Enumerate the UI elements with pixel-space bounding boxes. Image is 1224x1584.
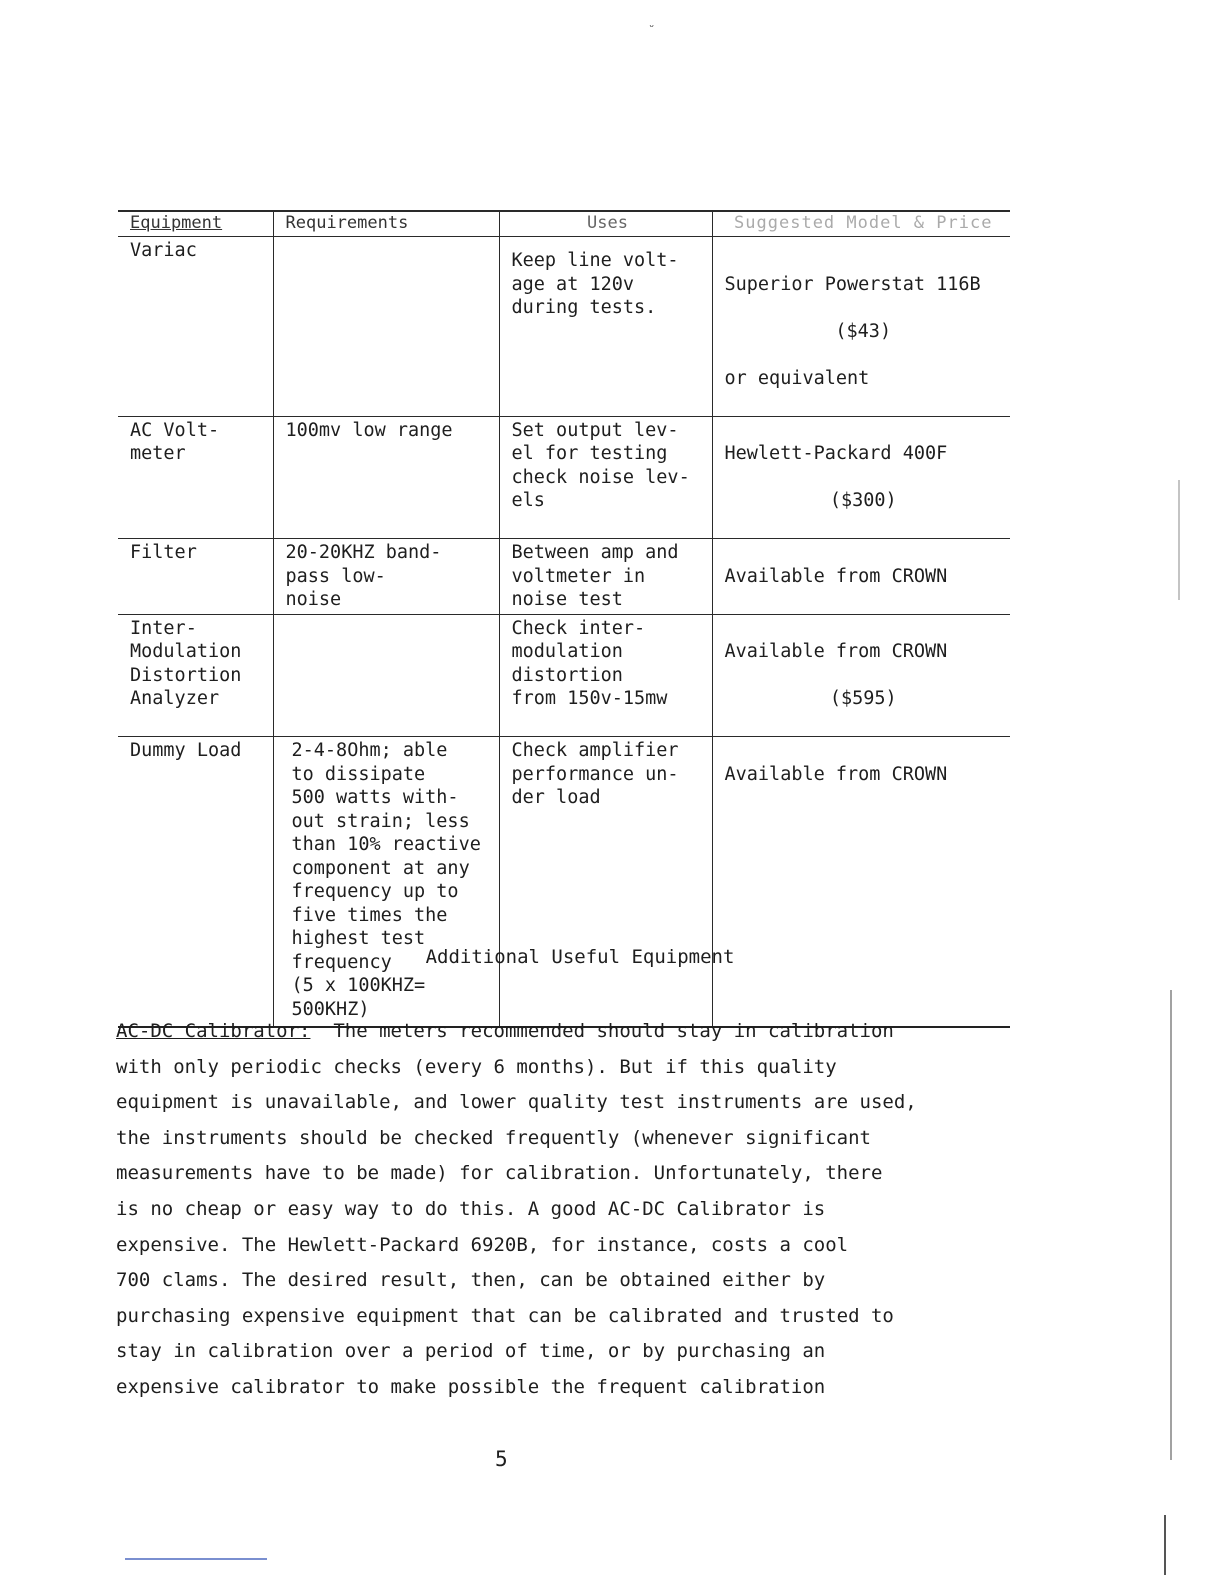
cell-equipment: AC Volt- meter [118, 416, 273, 539]
cell-model-price [712, 416, 1010, 539]
header-model-price: Suggested Model & Price [712, 211, 1010, 237]
cell-model-price [712, 737, 1010, 1027]
cell-model-price [712, 237, 1010, 417]
cell-equipment: Variac [118, 237, 273, 417]
table-header-row [118, 211, 1010, 237]
cell-equipment: Inter- Modulation Distortion Analyzer [118, 614, 273, 737]
table-row [118, 614, 1010, 737]
header-requirements: Requirements [273, 211, 499, 237]
equipment-table [118, 210, 1010, 1028]
cell-uses: Between amp and voltmeter in noise test [499, 539, 712, 615]
paragraph-line: equipment is unavailable, and lower quality test instruments are used, [116, 1091, 917, 1114]
cell-model-price [712, 614, 1010, 737]
cell-requirements [273, 237, 499, 417]
section-heading: Additional Useful Equipment [425, 946, 735, 968]
cell-requirements: 20-20KHZ band- pass low- noise [273, 539, 499, 615]
paragraph-line: the instruments should be checked frequently (whenever significant [116, 1126, 871, 1149]
table-row [118, 416, 1010, 539]
scan-edge-line [1164, 1515, 1166, 1575]
model-name: Available from CROWN [724, 763, 948, 785]
paragraph-line: is no cheap or easy way to do this. A good AC-DC Calibrator is [116, 1197, 826, 1220]
paragraph-line: with only periodic checks (every 6 months). But if this quality [116, 1055, 837, 1078]
cell-requirements: 2-4-8Ohm; able to dissipate 500 watts with- out strain; less than 10% reactive component at any frequency up to five times the highest test frequency (5 x 100KHZ= 500KHZ) [273, 737, 499, 1027]
body-paragraph [116, 1014, 976, 1406]
cell-requirements [273, 614, 499, 737]
table-row [118, 539, 1010, 615]
cell-uses: Check inter- modulation distortion from 150v-15mw [499, 614, 712, 737]
paragraph-line: stay in calibration over a period of time, or by purchasing an [116, 1340, 826, 1363]
paragraph-line: expensive calibrator to make possible the frequent calibration [116, 1375, 826, 1398]
paragraph-line: purchasing expensive equipment that can be calibrated and trusted to [116, 1304, 894, 1327]
paragraph-line: expensive. The Hewlett-Packard 6920B, for instance, costs a cool [116, 1233, 849, 1256]
page-number: 5 [495, 1447, 508, 1471]
model-name: Hewlett-Packard 400F [724, 443, 948, 464]
paragraph-line: measurements have to be made) for calibration. Unfortunately, there [116, 1162, 883, 1185]
scan-edge-line [1170, 990, 1172, 1460]
model-price: ($300) [829, 490, 897, 511]
cell-requirements: 100mv low range [273, 416, 499, 539]
paragraph-lead: AC-DC Calibrator: [116, 1020, 311, 1042]
table-row [118, 237, 1010, 417]
header-uses: Uses [499, 211, 712, 237]
model-note: or equivalent [724, 367, 870, 389]
footer-rule [125, 1558, 267, 1560]
cell-model-price [712, 539, 1010, 615]
model-price: ($595) [829, 688, 897, 709]
cell-uses: Keep line volt- age at 120v during tests. [499, 237, 712, 417]
cell-uses: Set output lev- el for testing check noise lev- els [499, 416, 712, 539]
model-name: Available from CROWN [724, 641, 948, 662]
cell-equipment: Dummy Load [118, 737, 273, 1027]
cell-equipment: Filter [118, 539, 273, 615]
scan-edge-line [1178, 480, 1180, 600]
paragraph-line: AC-DC Calibrator: The meters recommended should stay in calibration [116, 1020, 894, 1042]
table-row [118, 737, 1010, 1027]
model-price: ($43) [835, 320, 892, 342]
paragraph-line: 700 clams. The desired result, then, can be obtained either by [116, 1269, 826, 1292]
model-name: Superior Powerstat 116B [724, 273, 981, 295]
page-mark: ᵕ [648, 20, 656, 34]
model-name: Available from CROWN [724, 565, 948, 587]
cell-uses: Check amplifier performance un- der load [499, 737, 712, 1027]
header-equipment: Equipment [118, 211, 273, 237]
